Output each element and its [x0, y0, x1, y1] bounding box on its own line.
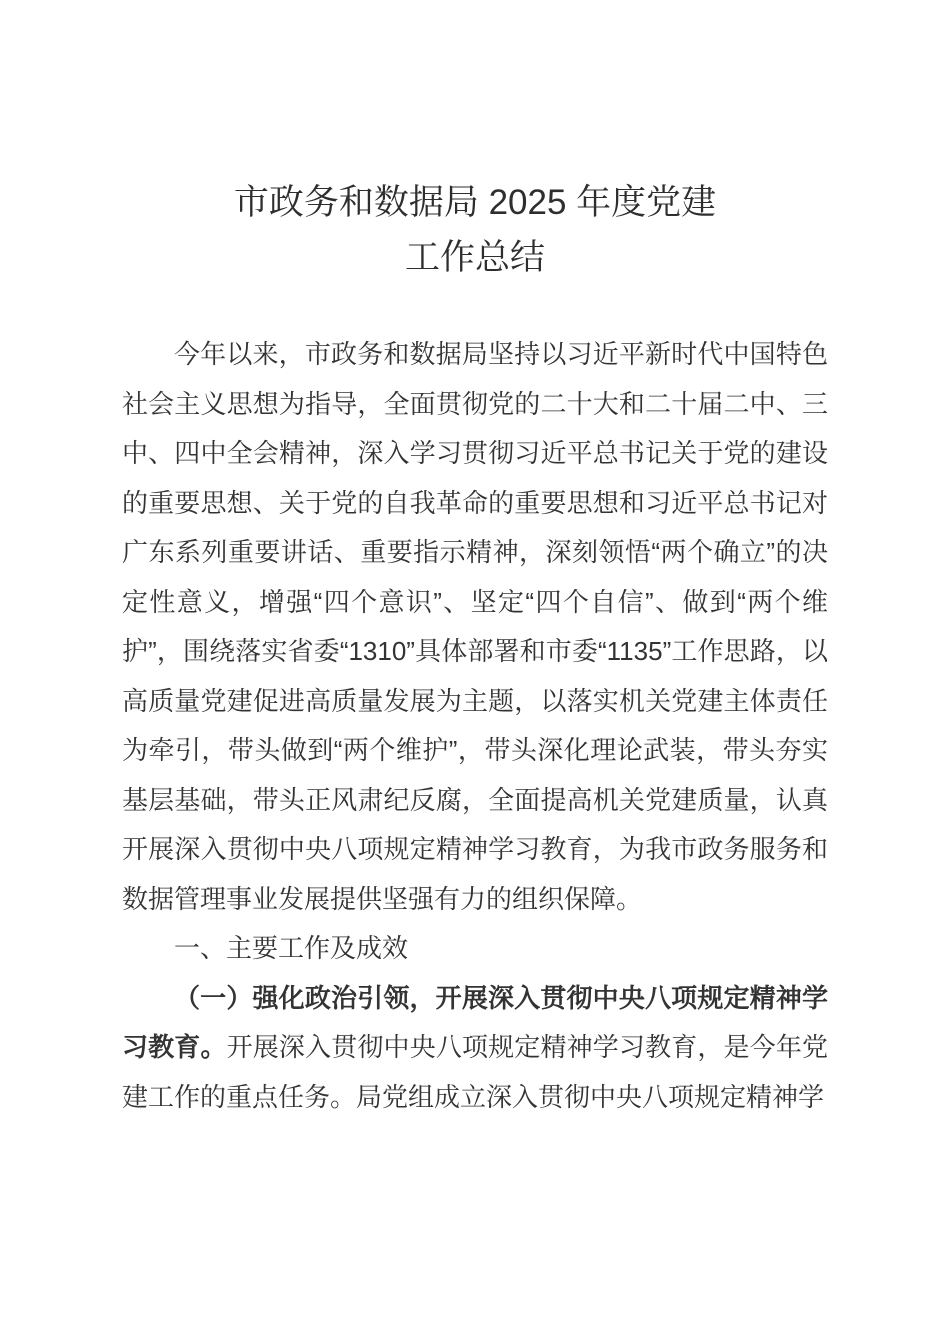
document-title: [122, 175, 828, 285]
subsection-lead-bold: （一）强化政治引领，开展深入贯彻中央八项规定精神学习教育。: [122, 982, 828, 1062]
subsection-body-text: 开展深入贯彻中央八项规定精神学习教育，是今年党建工作的重点任务。局党组成立深入贯彻中央八项规定精神学: [122, 1032, 828, 1112]
subsection-paragraph: [122, 974, 828, 1123]
document-title-line-1: 市政务和数据局 2025 年度党建: [233, 183, 717, 222]
document-title-line-2: 工作总结: [404, 238, 545, 277]
section-heading: 一、主要工作及成效: [174, 933, 409, 963]
intro-paragraph: 今年以来，市政务和数据局坚持以习近平新时代中国特色社会主义思想为指导，全面贯彻党的二十大和二十届二中、三中、四中全会精神，深入学习贯彻习近平总书记关于党的建设的重要思想、关于党的自我革命的重要思想和习近平总书记对广东系列重要讲话、重要指示精神，深刻领悟“两个确立”的决定性意义，增强“四个意识”、坚定“四个自信”、做到“两个维护”，围绕落实省委“1310”具体部署和市委“1135”工作思路，以高质量党建促进高质量发展为主题，以落实机关党建主体责任为牵引，带头做到“两个维护”，带头深化理论武装，带头夯实基层基础，带头正风肃纪反腐，全面提高机关党建质量，认真开展深入贯彻中央八项规定精神学习教育，为我市政务服务和数据管理事业发展提供坚强有力的组织保障。: [122, 339, 828, 914]
